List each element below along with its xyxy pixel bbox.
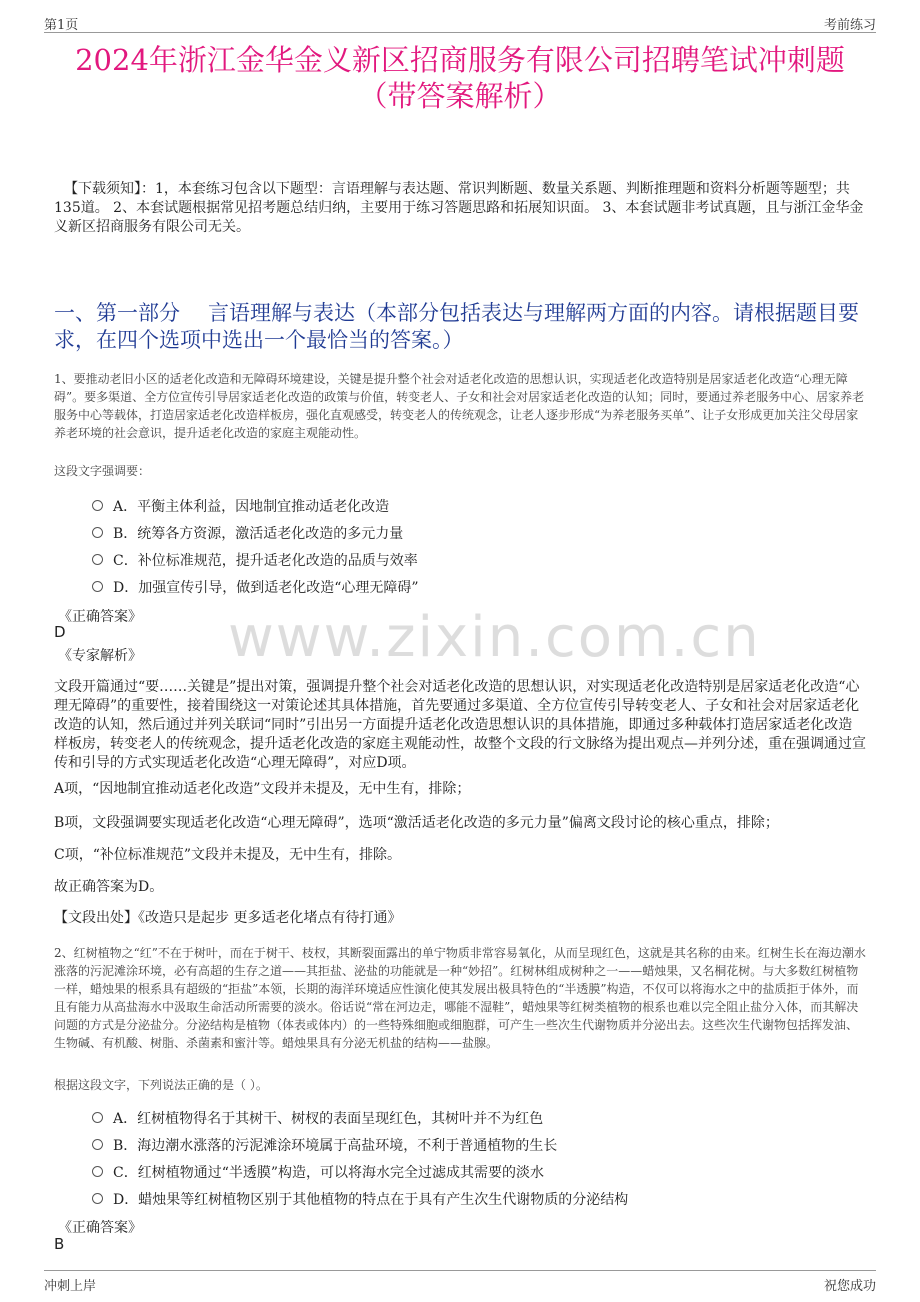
q1-conclusion: 故正确答案为D。 [54, 879, 164, 895]
document-title [40, 42, 880, 114]
radio-icon[interactable] [92, 527, 103, 538]
question-2-prompt: 根据这段文字，下列说法正确的是（ ）。 [54, 1078, 268, 1092]
q2-option-d[interactable] [92, 1185, 852, 1212]
option-label: A．平衡主体利益，因地制宜推动适老化改造 [113, 498, 390, 515]
radio-icon[interactable] [92, 1112, 103, 1123]
download-notice: 【下载须知】：1，本套练习包含以下题型：言语理解与表达题、常识判断题、数量关系题、判断推理题和资料分析题等题型；共135道。 2、本套试题根据常见招考题总结归纳，主要用于练习答题思路和拓展知识面。 3、本套试题非考试真题，且与浙江金华金义新区招商服务有限公司无关。 [54, 181, 864, 235]
q1-option-a[interactable] [92, 492, 852, 519]
option-label: C．红树植物通过“半透膜”构造，可以将海水完全过滤成其需要的淡水 [113, 1164, 545, 1181]
option-label: B．统筹各方资源，激活适老化改造的多元力量 [113, 525, 404, 542]
question-1-prompt: 这段文字强调要： [54, 464, 151, 478]
q1-note-b: B项，文段强调要实现适老化改造“心理无障碍”，选项“激活适老化改造的多元力量”偏离文段讨论的核心重点，排除； [54, 815, 779, 831]
radio-icon[interactable] [92, 554, 103, 565]
page-footer [44, 1270, 876, 1294]
q1-option-c[interactable] [92, 546, 852, 573]
question-1-text: 1、要推动老旧小区的适老化改造和无障碍环境建设，关键是提升整个社会对适老化改造的思想认识，实现适老化改造特别是居家适老化改造“心理无障碍”。要多渠道、全方位宣传引导居家适老化改造的政策与价值，转变老人、子女和社会对居家适老化改造的认知；同时，要通过养老服务中心、居家养老服务中心等载体，打造居家适老化改造样板房，强化直观感受，转变老人的传统观念，让老人逐步形成“为养老服务买单”、让子女形成更加关注父母居家养老环境的社会意识，提升适老化改造的家庭主观能动性。 [54, 372, 865, 440]
watermark: www.zixin.com.cn [228, 605, 761, 670]
question-1-options [92, 492, 852, 600]
q1-note-a: A项，“因地制宜推动适老化改造”文段并未提及，无中生有，排除； [54, 781, 471, 797]
q2-answer-label: 《正确答案》 [58, 1220, 142, 1236]
page-header [44, 10, 876, 33]
section-number: 一、第一部分 [54, 301, 180, 325]
q1-source: 【文段出处】《改造只是起步 更多适老化堵点有待打通》 [54, 910, 402, 926]
option-label: B．海边潮水涨落的污泥滩涂环境属于高盐环境，不利于普通植物的生长 [113, 1137, 558, 1154]
q1-note-c: C项，“补位标准规范”文段并未提及，无中生有，排除。 [54, 847, 402, 863]
option-label: D．加强宣传引导，做到适老化改造“心理无障碍” [113, 579, 419, 596]
option-label: C．补位标准规范，提升适老化改造的品质与效率 [113, 552, 418, 569]
question-2-text: 2、红树植物之“红”不在于树叶，而在于树干、枝杈，其断裂面露出的单宁物质非常容易氧化，从而呈现红色，这就是其名称的由来。红树生长在海边潮水涨落的污泥滩涂环境，必有高超的生存之道——其拒盐、泌盐的功能就是一种“妙招”。红树林组成树种之一——蜡烛果，又名桐花树。与大多数红树植物一样，蜡烛果的根系具有超级的“拒盐”本领，长期的海洋环境适应性演化使其发展出极具特色的“半透膜”构造，不仅可以将海水之中的盐质拒于体外，而且有能力从高盐海水中汲取生命活动所需要的淡水。俗话说“常在河边走，哪能不湿鞋”，蜡烛果等红树类植物的根系也难以完全阻止盐分入体，而其解决问题的方式是分泌盐分。分泌结构是植物（体表或体内）的一些特殊细胞或细胞群，可产生一些次生代谢物质并分泌出去。这些次生代谢物包括挥发油、生物碱、有机酸、树脂、杀菌素和蜜汁等。蜡烛果具有分泌无机盐的结构——盐腺。 [54, 946, 866, 1050]
title-line-2: （带答案解析） [358, 79, 562, 113]
radio-icon[interactable] [92, 1193, 103, 1204]
page-number: 第1页 [44, 18, 79, 33]
q1-option-b[interactable] [92, 519, 852, 546]
radio-icon[interactable] [92, 500, 103, 511]
q1-analysis-label: 《专家解析》 [58, 648, 142, 664]
question-2-options [92, 1104, 852, 1212]
title-line-1: 2024年浙江金华金义新区招商服务有限公司招聘笔试冲刺题 [75, 43, 845, 77]
q2-answer: B [54, 1235, 65, 1253]
section-heading [54, 300, 866, 354]
q1-option-d[interactable] [92, 573, 852, 600]
q2-option-b[interactable] [92, 1131, 852, 1158]
q1-analysis: 文段开篇通过“要……关键是”提出对策，强调提升整个社会对适老化改造的思想认识，对实现适老化改造特别是居家适老化改造“心理无障碍”的重要性，接着围绕这一对策论述其具体措施，首先要通过多渠道、全方位宣传引导转变老人、子女和社会对居家适老化改造的认知，然后通过并列关联词“同时”引出另一方面提升适老化改造思想认识的具体措施，即通过多种载体打造居家适老化改造样板房，转变老人的传统观念，提升适老化改造的家庭主观能动性，故整个文段的行文脉络为提出观点—并列分述，重在强调通过宣传和引导的方式实现适老化改造“心理无障碍”，对应D项。 [54, 679, 866, 771]
footer-right: 祝您成功 [823, 1279, 876, 1294]
q2-option-c[interactable] [92, 1158, 852, 1185]
radio-icon[interactable] [92, 1139, 103, 1150]
header-tag: 考前练习 [823, 18, 876, 33]
q1-answer: D [54, 623, 66, 641]
section-text: 言语理解与表达（本部分包括表达与理解两方面的内容。请根据题目要求，在四个选项中选出一个最恰当的答案。） [54, 301, 859, 352]
radio-icon[interactable] [92, 1166, 103, 1177]
q1-answer-label: 《正确答案》 [58, 609, 142, 625]
radio-icon[interactable] [92, 581, 103, 592]
option-label: A．红树植物得名于其树干、树杈的表面呈现红色，其树叶并不为红色 [113, 1110, 544, 1127]
option-label: D．蜡烛果等红树植物区别于其他植物的特点在于具有产生次生代谢物质的分泌结构 [113, 1191, 629, 1208]
q2-option-a[interactable] [92, 1104, 852, 1131]
footer-left: 冲刺上岸 [44, 1279, 97, 1294]
